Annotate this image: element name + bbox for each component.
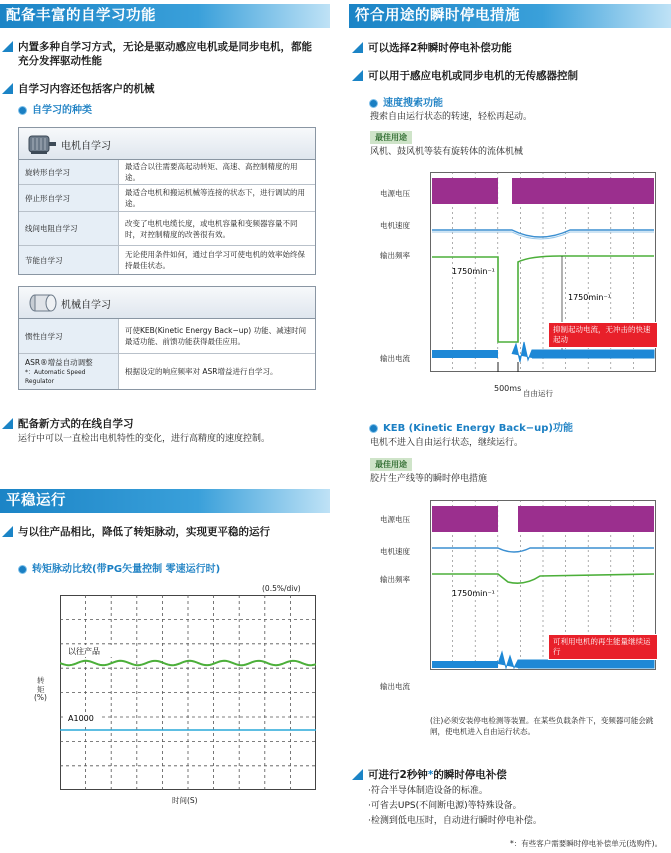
row-desc: 最适合以往需要高起动转矩、高速、高控制精度的用途。 [125,162,298,182]
online-tuning-desc: 运行中可以一直检出电机特性的变化，进行高精度的速度控制。 [18,434,271,444]
sig-label-voltage: 电源电压 [380,189,410,198]
types-heading: 自学习的种类 [18,104,92,117]
section-banner-self-learning: 配备丰富的自学习功能 [0,4,330,28]
triangle-bullet-icon [2,526,13,537]
bullet-item: ·可省去UPS(不间断电源)等特殊设备。 [368,801,522,811]
machine-table-title: 机械自学习 [61,300,111,311]
sig-label-speed: 电机速度 [380,547,410,556]
row-desc: 可使KEB(Kinetic Energy Back−up) 功能、减速时间最适功能、前馈功能获得最佳应用。 [125,326,307,346]
row-name: 停止形自学习 [19,185,119,211]
current-trace [432,350,498,358]
circle-bullet-icon [369,99,378,108]
voltage-trace [432,506,498,532]
voltage-trace [432,178,498,204]
ripple-heading: 转矩脉动比较(带PG矢量控制 零速运行时) [18,563,220,576]
circle-bullet-icon [18,565,27,574]
speed-search-desc: 搜索自由运行状态的转速，轻松再起动。 [370,112,533,122]
row-name-cell [19,354,119,389]
sig-label-speed: 电机速度 [380,221,410,230]
ripple-scale: (0.5%/div) [262,584,301,593]
bullet-item: ·检测到低电压时，自动进行瞬时停电补偿。 [368,816,542,826]
keb-best-use: 胶片生产线等的瞬时停电措施 [370,474,488,484]
motor-table-header [19,128,315,160]
machine-tuning-table [18,286,316,390]
point-two-methods: 可以选择2种瞬时停电补偿功能 [352,41,667,55]
table-row [19,160,315,185]
speed-search-time: 500ms [494,384,522,393]
speed-search-best-use-tag: 最佳用途 [370,131,412,144]
sig-label-frequency: 输出频率 [380,251,410,260]
section-banner-smooth: 平稳运行 [0,489,330,513]
motor-tuning-table [18,127,316,275]
ripple-ylabel-1: 转 [37,676,45,685]
point-online-tuning: 配备新方式的在线自学习 [2,417,317,431]
row-name: 节能自学习 [19,246,119,274]
speed-search-heading: 速度搜索功能 [369,97,443,110]
point-multiple-tuning: 内置多种自学习方式，无论是驱动感应电机或是同步电机，都能充分发挥驱动性能 [2,40,317,68]
sig-label-current: 输出电流 [380,682,410,691]
row-name: 旋转形自学习 [19,160,119,184]
circle-bullet-icon [369,424,378,433]
row-name: 线间电阻自学习 [19,212,119,245]
voltage-trace [512,178,654,204]
footnote: *：有些客户需要瞬时停电补偿单元(选购件)。 [510,839,663,848]
footnote-star: * [427,769,434,781]
triangle-bullet-icon [352,42,363,53]
speed-search-callout: 抑制起动电流，无冲击的快速起动 [548,322,658,348]
section-banner-power-loss: 符合用途的瞬时停电措施 [349,4,671,28]
keb-freq1: 1750min⁻¹ [452,589,495,598]
ripple-xlabel: 时间(S) [172,796,198,805]
ripple-chart [60,595,316,790]
speed-search-best-use: 风机、鼓风机等装有旋转体的流体机械 [370,147,524,157]
motor-table-title: 电机自学习 [61,141,111,152]
legacy-series-label: 以往产品 [68,647,100,656]
row-name-sub: *：Automatic Speed Regulator [25,369,86,385]
table-row [19,212,315,246]
triangle-bullet-icon [2,83,13,94]
row-name: 惯性自学习 [19,319,119,353]
ripple-ylabel-3: (%) [34,693,47,702]
row-name: ASR®增益自动调整 [25,358,93,367]
voltage-trace [518,506,654,532]
keb-best-use-tag: 最佳用途 [370,458,412,471]
bullet-item: ·符合半导体制造设备的标准。 [368,786,488,796]
row-desc: 根据设定的响应频率对 ASR增益进行自学习。 [125,367,278,376]
machine-roller-icon [27,292,57,314]
row-desc: 最适合电机和搬运机械等连接的状态下，进行调试的用途。 [125,188,305,208]
table-row [19,185,315,212]
table-row [19,319,315,354]
speed-search-coast: 自由运行 [523,389,553,398]
table-row [19,354,315,389]
point-ripple: 与以往产品相比，降低了转矩脉动，实现更平稳的运行 [2,525,320,539]
point-machine-tuning: 自学习内容还包括客户的机械 [2,82,317,96]
point-two-second: 可进行2秒钟*的瞬时停电补偿 [352,768,667,782]
keb-heading: KEB (Kinetic Energy Back−up)功能 [369,422,573,435]
machine-table-header [19,287,315,319]
current-trace [432,661,498,668]
triangle-bullet-icon [352,70,363,81]
speed-search-freq2: 1750min⁻¹ [568,293,611,302]
point-sensorless: 可以用于感应电机或同步电机的无传感器控制 [352,69,667,83]
sig-label-current: 输出电流 [380,354,410,363]
a1000-series-label: A1000 [68,714,94,723]
row-desc: 无论使用条件如何，通过自学习可使电机的效率始终保持最佳状态。 [125,250,305,270]
sig-label-voltage: 电源电压 [380,515,410,524]
keb-callout: 可利用电机的再生能量继续运行 [548,634,658,660]
speed-search-freq1: 1750min⁻¹ [452,267,495,276]
row-desc: 改变了电机电缆长度，或电机容量和变频器容量不同时，对控制精度的改善很有效。 [125,218,298,239]
motor-icon [27,133,57,155]
triangle-bullet-icon [2,41,13,52]
table-row [19,246,315,274]
sig-label-frequency: 输出频率 [380,575,410,584]
keb-note: (注)必须安装停电检测等装置。在某些负载条件下，变频器可能会跳闸，使电机进入自由运行状态。 [430,716,654,736]
keb-desc: 电机不进入自由运行状态，继续运行。 [370,438,524,448]
triangle-bullet-icon [2,418,13,429]
triangle-bullet-icon [352,769,363,780]
ripple-ylabel-2: 矩 [37,685,45,694]
circle-bullet-icon [18,106,27,115]
